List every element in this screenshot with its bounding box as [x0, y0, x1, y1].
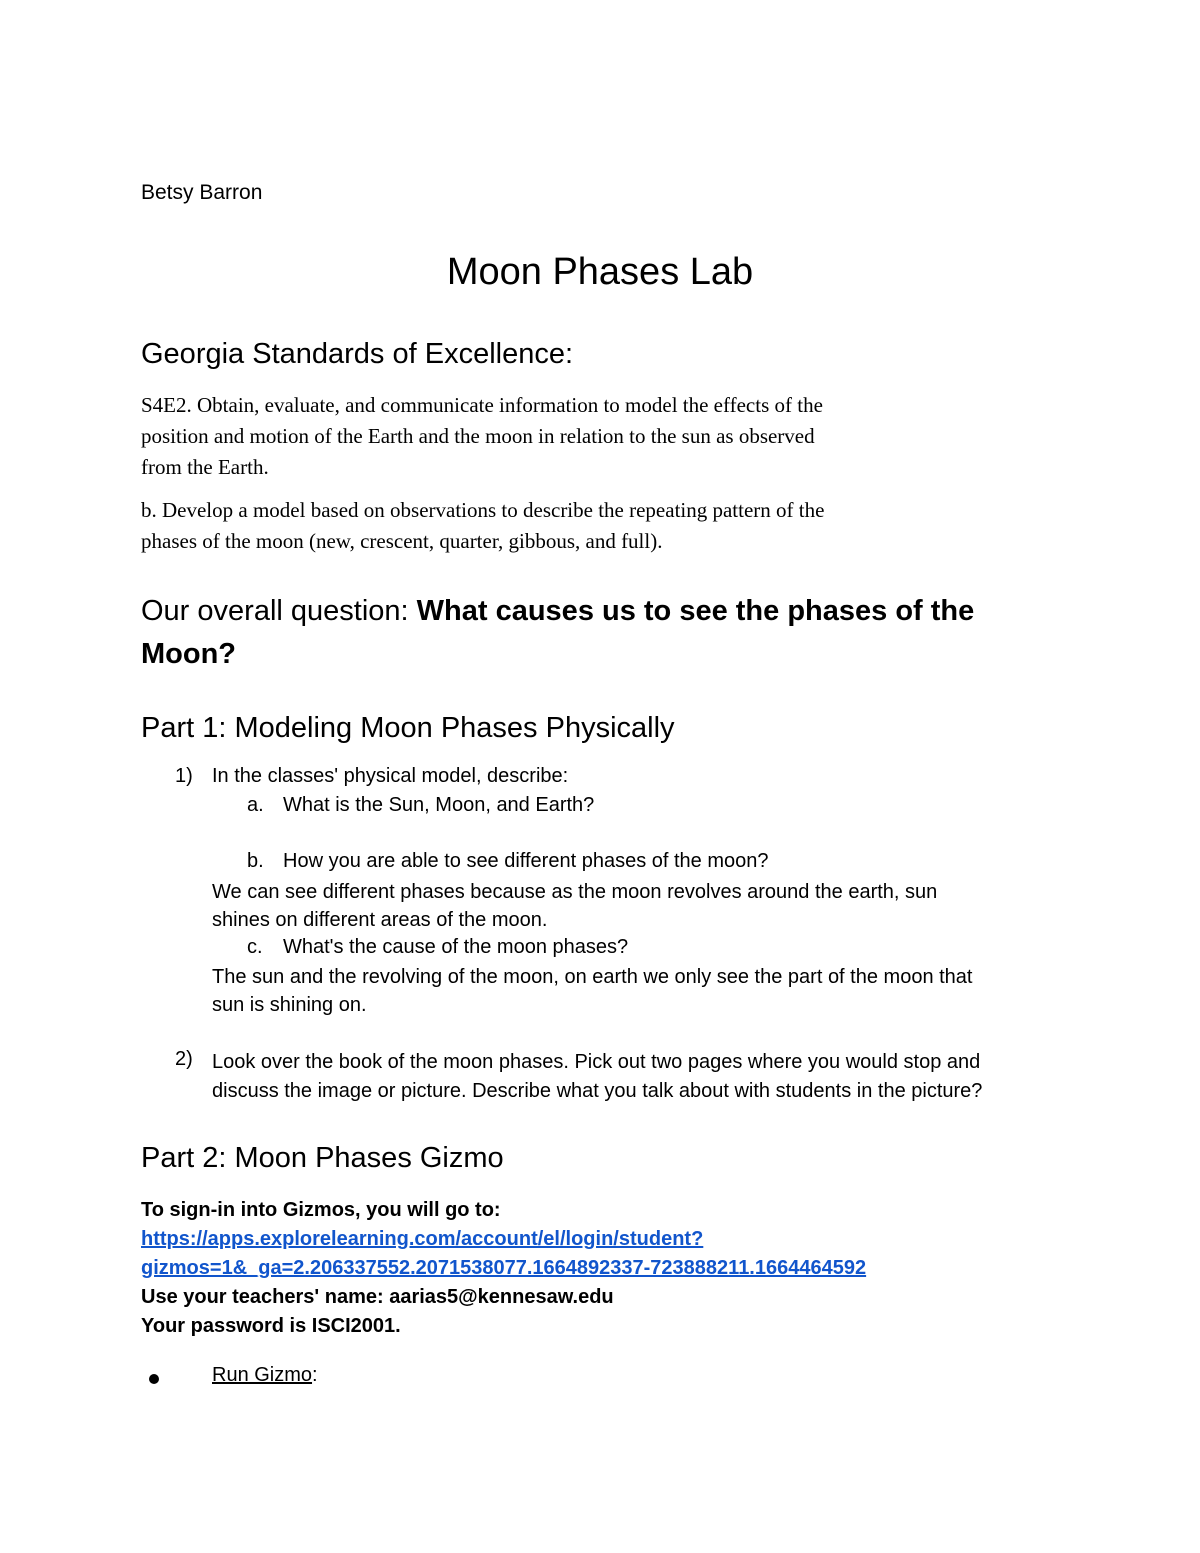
- run-gizmo-link[interactable]: Run Gizmo: [212, 1364, 313, 1386]
- standard-s4e2-line: from the Earth.: [141, 455, 269, 479]
- q1c-answer-line: sun is shining on.: [212, 994, 367, 1016]
- signin-text: To sign-in into Gizmos, you will go to:: [141, 1199, 501, 1221]
- run-gizmo-suffix: :: [312, 1364, 318, 1386]
- overall-question: [141, 590, 974, 676]
- q1a-label: a.: [247, 794, 264, 816]
- standard-b-line: b. Develop a model based on observations to describe the repeating pattern of the: [141, 498, 825, 522]
- q1c-answer-line: The sun and the revolving of the moon, on earth we only see the part of the moon that: [212, 966, 973, 988]
- standard-s4e2-line: position and motion of the Earth and the moon in relation to the sun as observed: [141, 424, 815, 448]
- standard-s4e2: [141, 390, 823, 483]
- gizmo-login-link-continued[interactable]: gizmos=1&_ga=2.206337552.2071538077.1664892337-723888211.1664464592: [141, 1257, 867, 1279]
- part2-heading: Part 2: Moon Phases Gizmo: [141, 1142, 504, 1174]
- q1-text: In the classes' physical model, describe:: [212, 765, 569, 787]
- overall-question-bold: What causes us to see the phases of the: [416, 595, 975, 627]
- bullet-icon: [149, 1374, 159, 1384]
- teacher-name: Use your teachers' name: aarias5@kennesaw.edu: [141, 1286, 614, 1308]
- q1b-text: How you are able to see different phases of the moon?: [283, 850, 769, 872]
- standard-b: [141, 495, 824, 557]
- standard-s4e2-line: S4E2. Obtain, evaluate, and communicate information to model the effects of the: [141, 393, 823, 417]
- password-text: Your password is ISCI2001.: [141, 1315, 401, 1337]
- q2-number: 2): [175, 1048, 193, 1070]
- q2-text: [212, 1048, 982, 1106]
- standards-heading: Georgia Standards of Excellence:: [141, 338, 574, 370]
- q2-line: Look over the book of the moon phases. Pick out two pages where you would stop and: [212, 1051, 981, 1073]
- standard-b-line: phases of the moon (new, crescent, quarter, gibbous, and full).: [141, 529, 663, 553]
- overall-question-bold-2: Moon?: [141, 638, 237, 670]
- run-gizmo-item: [212, 1364, 318, 1387]
- part1-heading: Part 1: Modeling Moon Phases Physically: [141, 712, 675, 744]
- signin-block: [141, 1196, 866, 1341]
- q2-line: discuss the image or picture. Describe what you talk about with students in the picture?: [212, 1080, 983, 1102]
- q1b-label: b.: [247, 850, 264, 872]
- q1b-answer-line: We can see different phases because as the moon revolves around the earth, sun: [212, 881, 938, 903]
- author-name: Betsy Barron: [141, 181, 263, 204]
- q1c-text: What's the cause of the moon phases?: [283, 936, 629, 958]
- q1c-label: c.: [247, 936, 263, 958]
- q1c-answer: [212, 963, 972, 1019]
- gizmo-login-link[interactable]: https://apps.explorelearning.com/account/el/login/student?: [141, 1228, 704, 1250]
- q1b-answer: [212, 878, 937, 934]
- overall-question-prefix: Our overall question:: [141, 595, 417, 627]
- q1b-answer-line: shines on different areas of the moon.: [212, 909, 548, 931]
- q1a-text: What is the Sun, Moon, and Earth?: [283, 794, 595, 816]
- document-title: Moon Phases Lab: [446, 251, 754, 293]
- q1-number: 1): [175, 765, 193, 787]
